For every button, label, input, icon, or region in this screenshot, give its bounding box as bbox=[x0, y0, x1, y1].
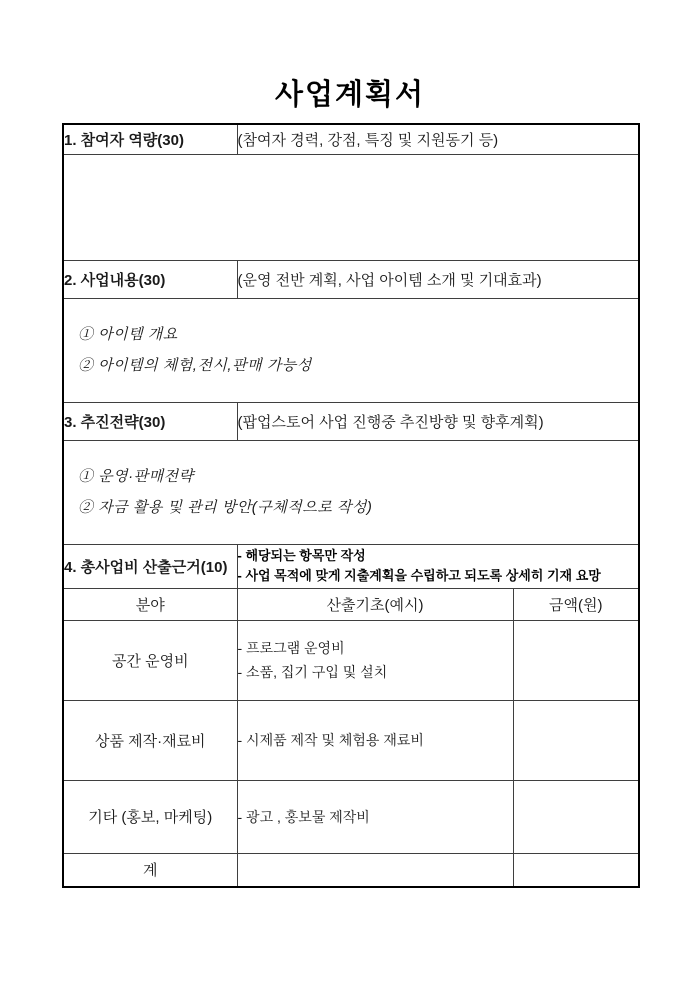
budget-row bbox=[63, 620, 639, 700]
budget-header-amount: 금액(원) bbox=[513, 588, 639, 620]
budget-basis-line: - 광고 , 홍보물 제작비 bbox=[237, 808, 370, 825]
budget-total-amount-cell[interactable] bbox=[513, 853, 639, 887]
budget-amount-cell[interactable] bbox=[513, 780, 639, 853]
section-3-label: 3. 추진전략(30) bbox=[63, 402, 237, 440]
section-4-notes bbox=[237, 544, 639, 588]
section-1-label: 1. 참여자 역량(30) bbox=[63, 124, 237, 154]
budget-basis-line: - 소품, 집기 구입 및 설치 bbox=[237, 664, 388, 680]
section-2-content-line: ② 아이템의 체험,전시,판매 가능성 bbox=[78, 357, 312, 374]
section-4-label: 4. 총사업비 산출근거(10) bbox=[63, 544, 237, 588]
section-1-desc: (참여자 경력, 강점, 특징 및 지원동기 등) bbox=[237, 124, 639, 154]
budget-row bbox=[63, 780, 639, 853]
budget-basis-line: - 시제품 제작 및 체험용 재료비 bbox=[237, 732, 424, 748]
budget-amount-cell[interactable] bbox=[513, 700, 639, 780]
section-3-content-line: ② 자금 활용 및 관리 방안(구체적으로 작성) bbox=[78, 499, 373, 516]
budget-total-row bbox=[63, 853, 639, 887]
budget-amount-cell[interactable] bbox=[513, 620, 639, 700]
section-3-desc: (팝업스토어 사업 진행중 추진방향 및 향후계획) bbox=[237, 402, 639, 440]
budget-basis bbox=[237, 780, 513, 853]
budget-basis-line: - 프로그램 운영비 bbox=[237, 640, 345, 656]
budget-basis bbox=[237, 700, 513, 780]
section-2-content-area[interactable] bbox=[63, 298, 639, 402]
section-2-desc: (운영 전반 계획, 사업 아이템 소개 및 기대효과) bbox=[237, 260, 639, 298]
budget-basis bbox=[237, 620, 513, 700]
budget-category: 공간 운영비 bbox=[63, 620, 237, 700]
budget-category: 상품 제작·재료비 bbox=[63, 700, 237, 780]
section-2-content-line: ① 아이템 개요 bbox=[78, 326, 178, 343]
budget-header-basis: 산출기초(예시) bbox=[237, 588, 513, 620]
budget-row bbox=[63, 700, 639, 780]
business-plan-table bbox=[62, 123, 640, 888]
budget-total-basis-cell[interactable] bbox=[237, 853, 513, 887]
section-2-label: 2. 사업내용(30) bbox=[63, 260, 237, 298]
section-4-note-line: - 사업 목적에 맞게 지출계획을 수립하고 되도록 상세히 기재 요망 bbox=[237, 568, 601, 583]
section-1-content-area[interactable] bbox=[63, 154, 639, 260]
budget-total-label: 계 bbox=[63, 853, 237, 887]
section-3-content-line: ① 운영·판매전략 bbox=[78, 468, 194, 485]
section-3-content-area[interactable] bbox=[63, 440, 639, 544]
budget-header-category: 분야 bbox=[63, 588, 237, 620]
page-title: 사업계획서 bbox=[274, 79, 426, 111]
section-4-note-line: - 해당되는 항목만 작성 bbox=[237, 548, 366, 563]
budget-category: 기타 (홍보, 마케팅) bbox=[63, 780, 237, 853]
